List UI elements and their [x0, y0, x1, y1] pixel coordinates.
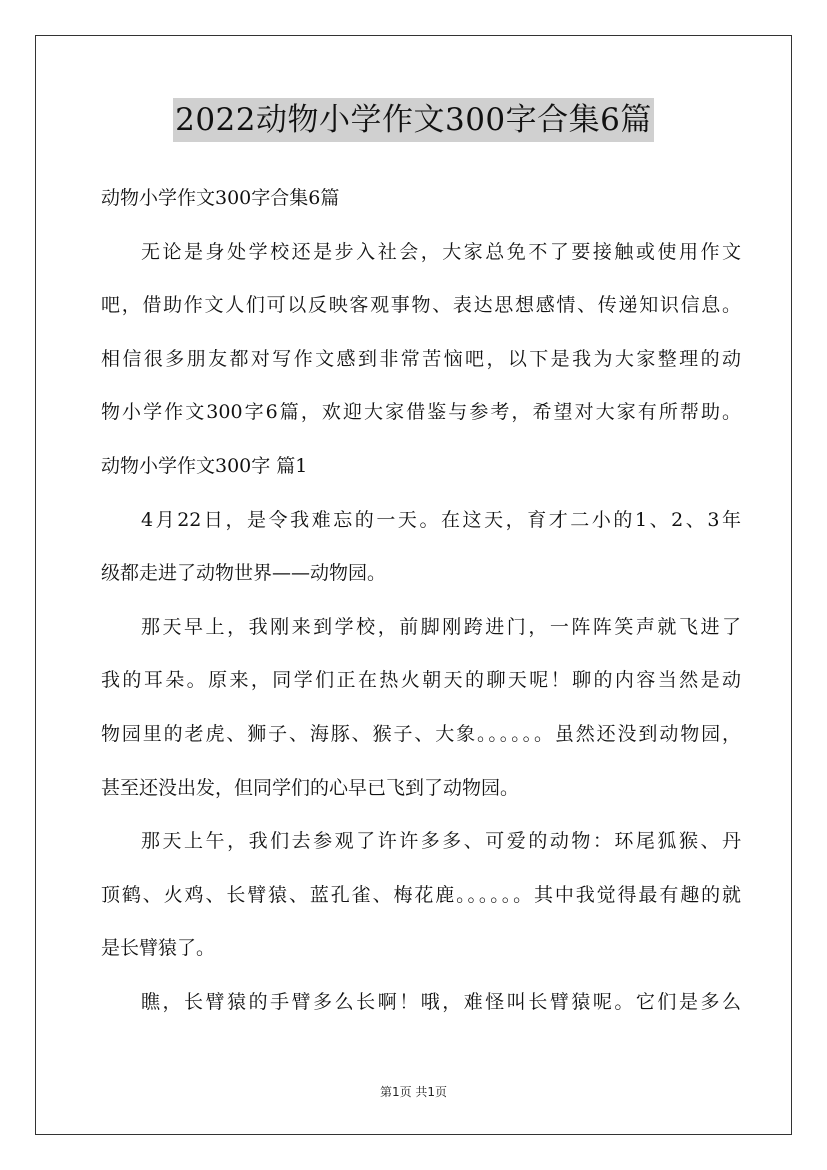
text-line: 相信很多朋友都对写作文感到非常苦恼吧，以下是我为大家整理的动 [101, 347, 741, 370]
text-line: 甚至还没出发，但同学们的心早已飞到了动物园。 [101, 776, 520, 799]
text-line: 动物小学作文300字 篇1 [101, 454, 308, 477]
text-line: 动物小学作文300字合集6篇 [101, 187, 340, 209]
title-container [0, 98, 827, 142]
text-line: 吧，借助作文人们可以反映客观事物、表达思想感情、传递知识信息。 [101, 294, 741, 317]
text-line: 那天早上，我刚来到学校，前脚刚跨进门，一阵阵笑声就飞进了 [141, 615, 741, 638]
text-line: 物小学作文300字6篇，欢迎大家借鉴与参考，希望对大家有所帮助。 [101, 401, 741, 424]
document-body [101, 172, 741, 1030]
text-line: 我的耳朵。原来，同学们正在热火朝天的聊天呢！聊的内容当然是动 [101, 669, 741, 692]
page-footer: 第1页 共1页 [379, 1085, 448, 1099]
text-line: 4月22日，是令我难忘的一天。在这天，育才二小的1、2、3年 [141, 508, 741, 531]
text-line: 级都走进了动物世界——动物园。 [101, 562, 387, 585]
text-line: 顶鹤、火鸡、长臂猿、蓝孔雀、梅花鹿。。。。。。其中我觉得最有趣的就 [101, 883, 741, 906]
document-title: 2022动物小学作文300字合集6篇 [173, 98, 654, 142]
text-line: 物园里的老虎、狮子、海豚、猴子、大象。。。。。。虽然还没到动物园， [101, 722, 741, 745]
text-line: 无论是身处学校还是步入社会，大家总免不了要接触或使用作文 [141, 240, 741, 263]
text-line: 那天上午，我们去参观了许许多多、可爱的动物：环尾狐猴、丹 [141, 830, 741, 853]
text-line: 瞧，长臂猿的手臂多么长啊！哦，难怪叫长臂猿呢。它们是多么 [141, 990, 741, 1013]
text-line: 是长臂猿了。 [101, 937, 216, 960]
